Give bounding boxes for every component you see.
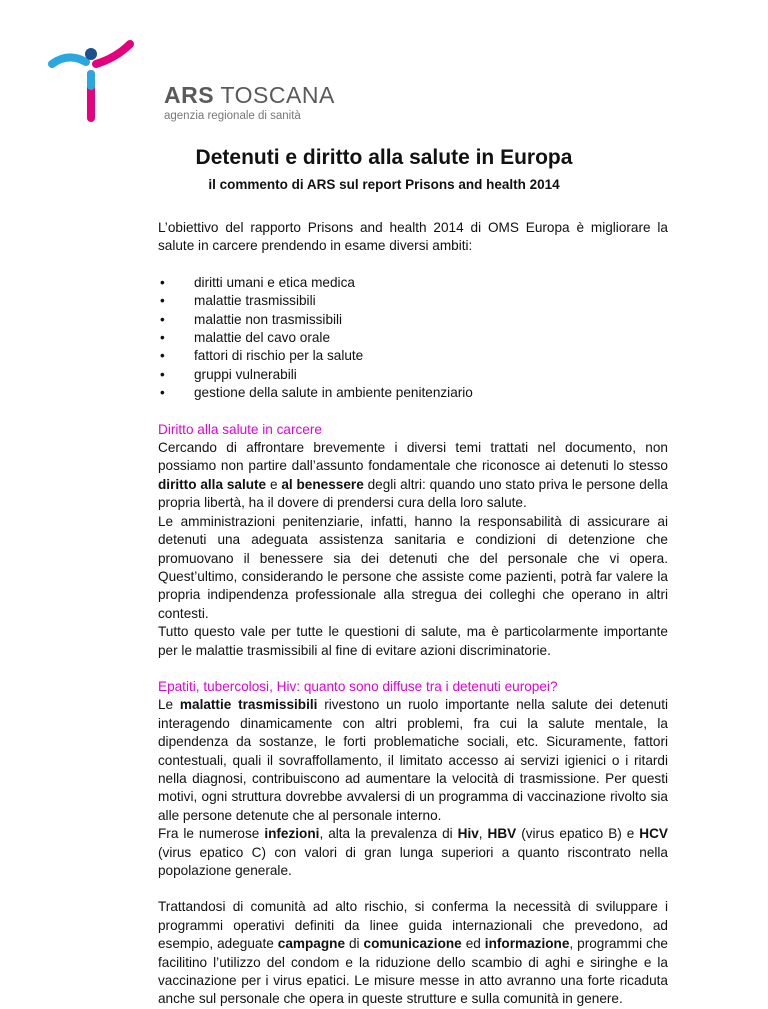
section-heading-right-to-health: Diritto alla salute in carcere <box>158 421 322 437</box>
list-item: • fattori di rischio per la salute <box>158 347 668 365</box>
list-item: • malattie non trasmissibili <box>158 311 668 329</box>
section-heading-infections: Epatiti, tubercolosi, Hiv: quanto sono diffuse tra i detenuti europei? <box>158 678 558 694</box>
document-title: Detenuti e diritto alla salute in Europa <box>195 146 573 169</box>
document-subtitle: il commento di ARS sul report Prisons and health 2014 <box>208 177 560 192</box>
ars-toscana-logo <box>46 38 335 128</box>
list-item: • gestione della salute in ambiente penitenziario <box>158 384 668 402</box>
list-item: • gruppi vulnerabili <box>158 366 668 384</box>
logo-tagline: agenzia regionale di sanità <box>164 110 301 122</box>
section1-paragraph-3: Tutto questo vale per tutte le questioni di salute, ma è particolarmente importante per le malattie trasmissibili al fine di evitare azioni discriminatorie. <box>158 624 668 658</box>
topics-list <box>158 274 668 403</box>
logo-wordmark: ARS TOSCANA <box>164 82 335 108</box>
list-item: • diritti umani e etica medica <box>158 274 668 292</box>
document-body <box>158 219 668 1009</box>
ars-logo-mark-icon <box>46 38 164 128</box>
list-item: • malattie del cavo orale <box>158 329 668 347</box>
section1-paragraph-1: Cercando di affrontare brevemente i diversi temi trattati nel documento, non possiamo non partire dall’assunto fondamentale che riconosce ai detenuti lo stesso diritto alla salute e al benessere degli altri: quando uno stato priva le persone della propria libertà, ha il dovere di prendersi cura della loro salute. <box>158 440 668 511</box>
list-item: • malattie trasmissibili <box>158 292 668 310</box>
section2-paragraph-1: Le malattie trasmissibili rivestono un ruolo importante nella salute dei detenuti interagendo dinamicamente con altri problemi, fra cui la salute mentale, la dipendenza da sostanze, le forti problematiche sociali, etc. Sicuramente, fattori contestuali, quali il sovraffollamento, il limitato accesso ai servizi igienici o i ritardi nella diagnosi, contribuiscono ad aumentare la velocità di trasmissione. Per questi motivi, ogni struttura dovrebbe avvalersi di un programma di vaccinazione rivolto sia alle persone detenute che al personale interno. <box>158 697 668 823</box>
section1-paragraph-2: Le amministrazioni penitenziarie, infatti, hanno la responsabilità di assicurare ai detenuti una adeguata assistenza sanitaria e condizioni di detenzione che promuovano il benessere sia dei detenuti che del personale che vi opera. Quest’ultimo, considerando le persone che assiste come pazienti, potrà far valere la propria indipendenza professionale alla stregua dei colleghi che operano in altri contesti. <box>158 513 668 621</box>
intro-paragraph: L’obiettivo del rapporto Prisons and health 2014 di OMS Europa è migliorare la salute in carcere prendendo in esame diversi ambiti: <box>158 220 668 254</box>
section2-paragraph-2: Fra le numerose infezioni, alta la prevalenza di Hiv, HBV (virus epatico B) e HCV (virus epatico C) con valori di gran lunga superiori a quanto riscontrato nella popolazione generale. <box>158 826 668 878</box>
section2-paragraph-3: Trattandosi di comunità ad alto rischio, si conferma la necessità di sviluppare i programmi operativi definiti da linee guida internazionali che prevedono, ad esempio, adeguate campagne di comunicazione ed informazione, programmi che facilitino l’utilizzo del condom e la riduzione dello scambio di aghi e siringhe e la vaccinazione per i virus epatici. Le misure messe in atto avranno una forte ricaduta anche sul personale che opera in queste strutture e sulla comunità in genere. <box>158 899 668 1007</box>
